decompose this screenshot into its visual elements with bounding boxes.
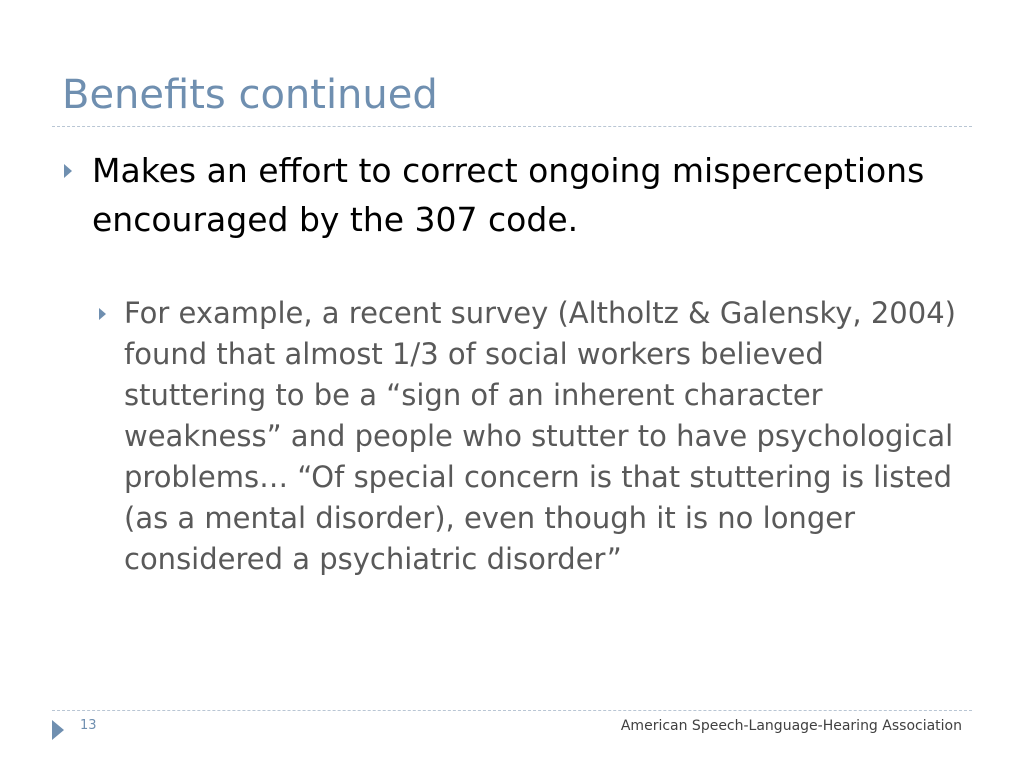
sub-bullet-arrow-icon xyxy=(99,308,106,320)
page-number: 13 xyxy=(80,718,97,733)
bullet-arrow-icon xyxy=(64,164,72,178)
title-divider xyxy=(52,126,972,127)
footer-arrow-icon xyxy=(52,720,64,740)
footer-divider xyxy=(52,710,972,711)
slide-title: Benefits continued xyxy=(62,72,438,118)
footer-organization: American Speech-Language-Hearing Association xyxy=(620,718,962,734)
bullet-level-1: Makes an effort to correct ongoing misperceptions encouraged by the 307 code. xyxy=(92,151,925,239)
bullet-level-2: For example, a recent survey (Altholtz & Galensky, 2004) found that almost 1/3 of social workers believed stuttering to be a “sign of an inherent character weakness” and people who stutter to have psychological problems… “Of special concern is that stuttering is listed (as a mental disorder), even though it is no longer considered a psychiatric disorder” xyxy=(124,296,956,576)
